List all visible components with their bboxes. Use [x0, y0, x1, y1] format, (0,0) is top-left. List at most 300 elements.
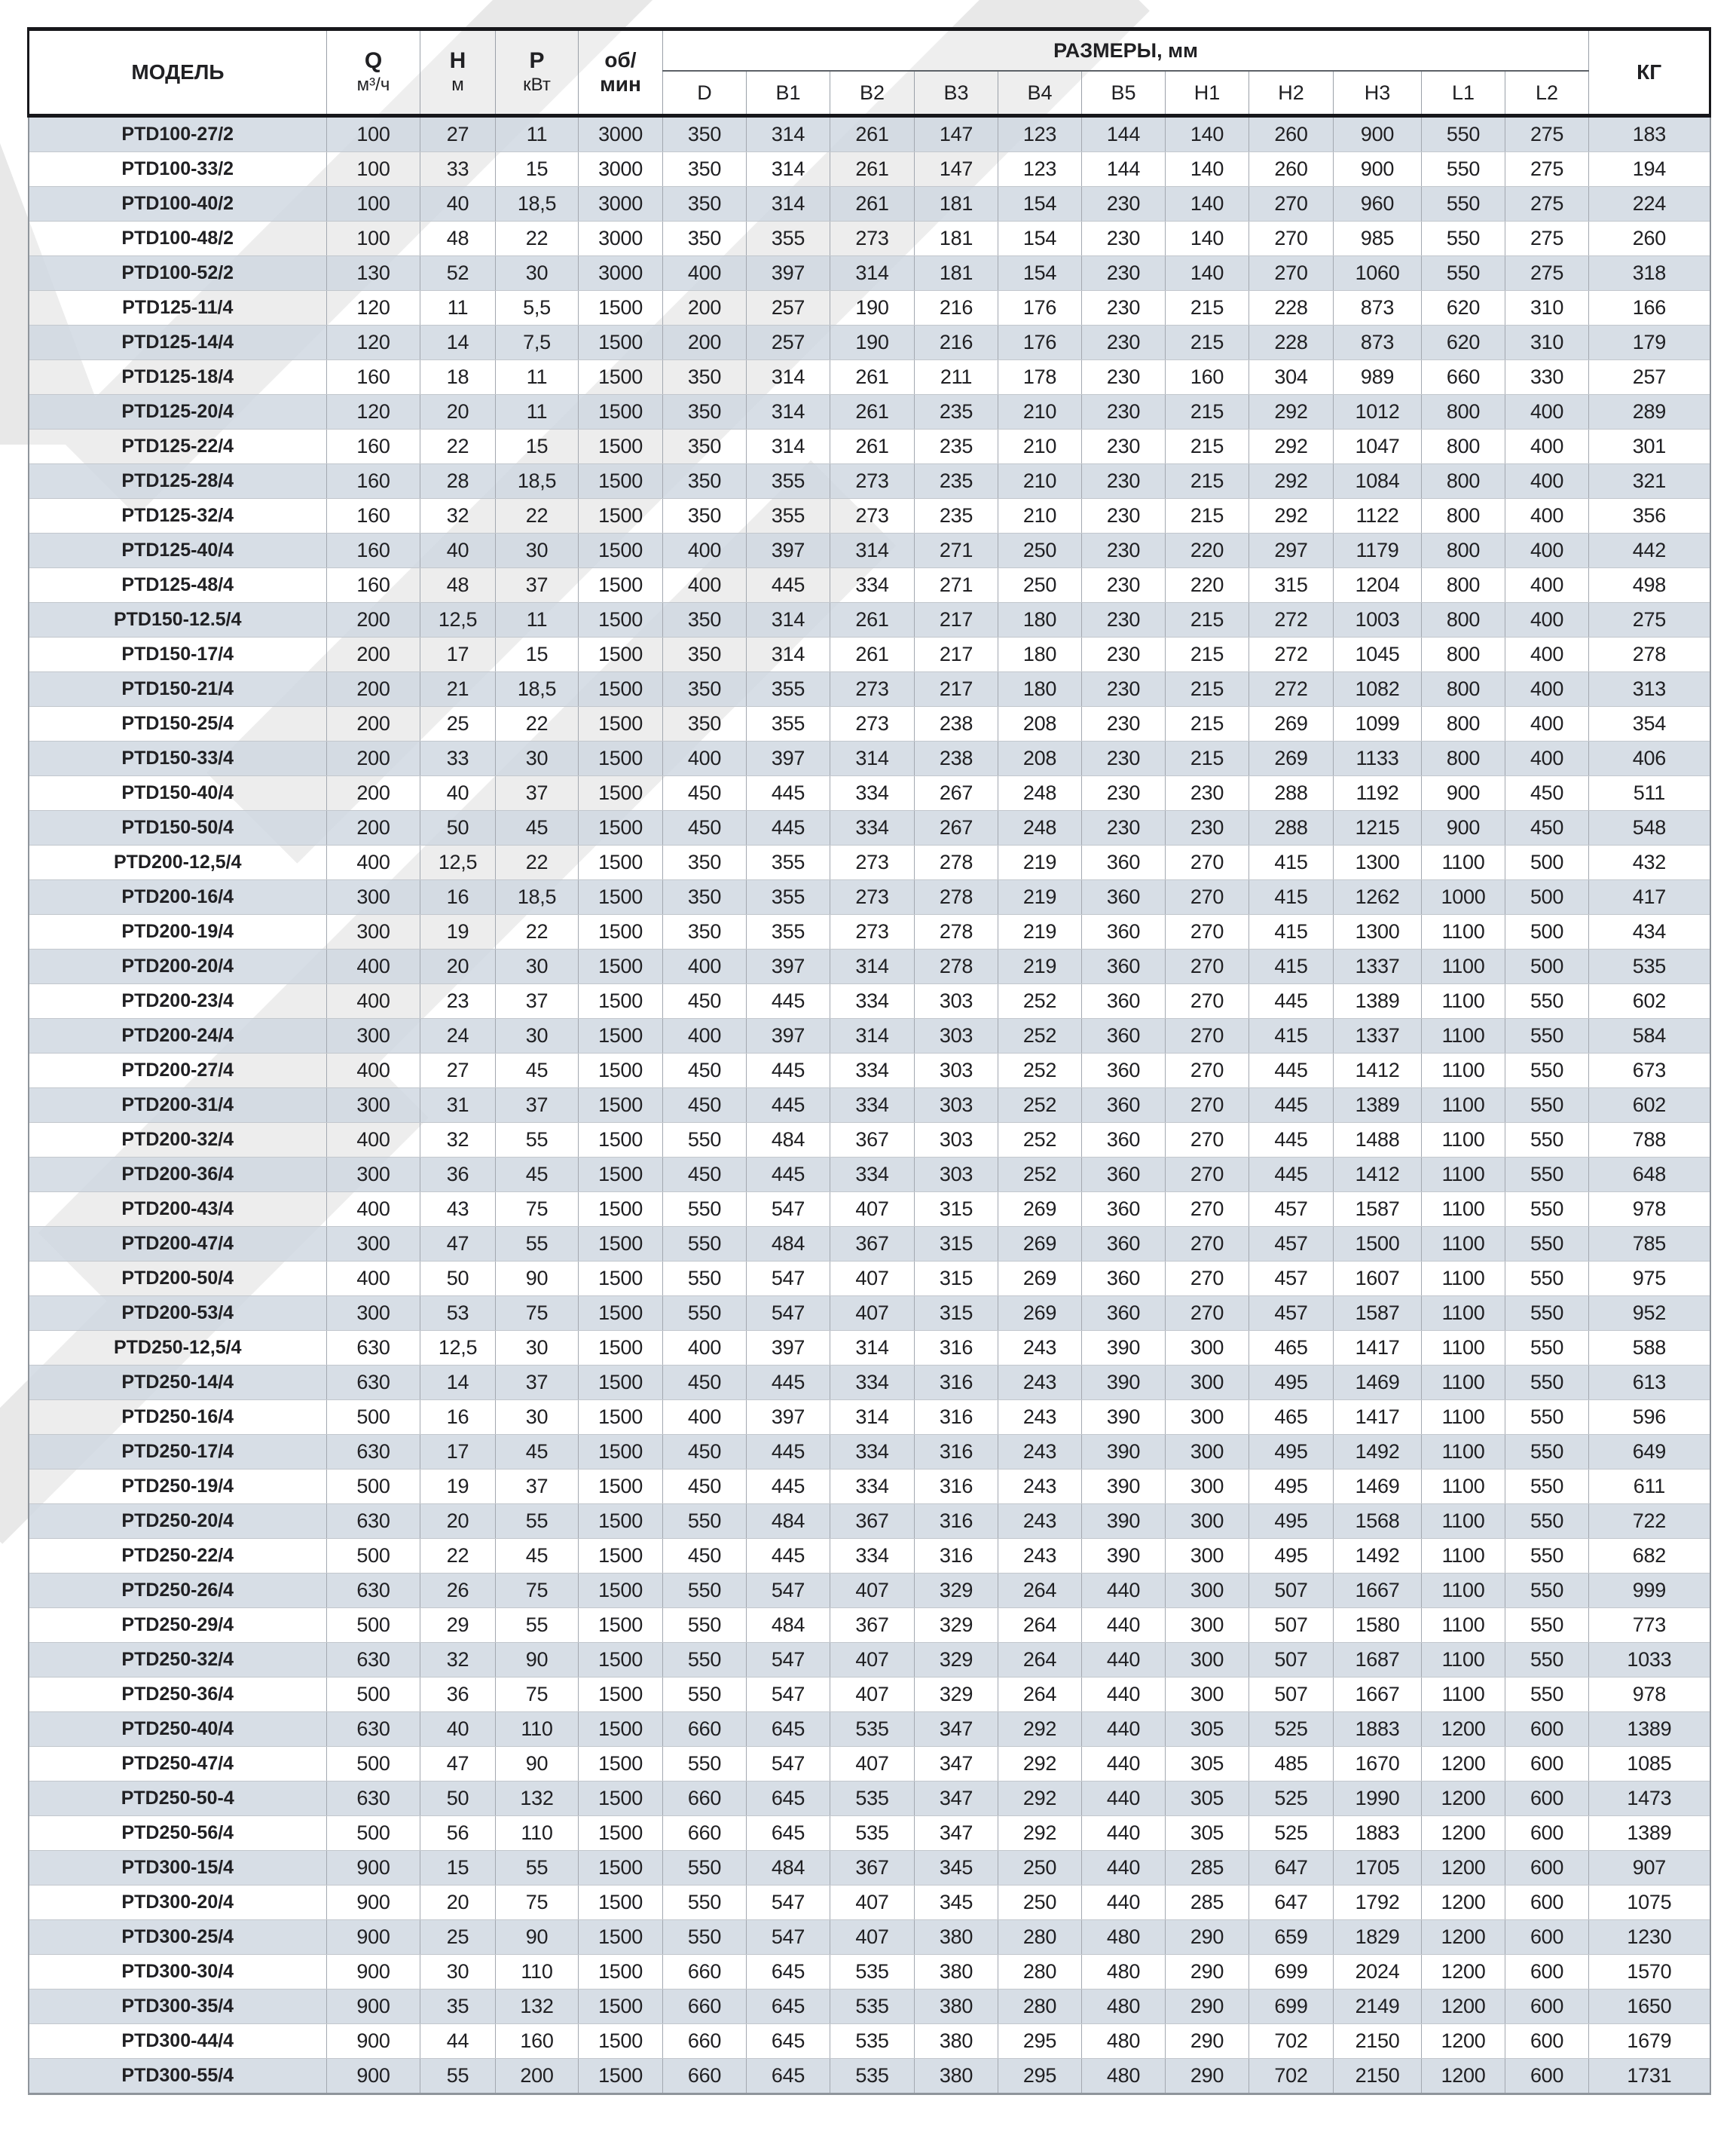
value-cell: 1337 — [1334, 1019, 1422, 1054]
value-cell: 355 — [747, 915, 830, 950]
value-cell: 295 — [998, 2059, 1082, 2094]
value-cell: 21 — [420, 672, 496, 707]
value-cell: 1500 — [579, 1539, 663, 1574]
value-cell: 1500 — [579, 1400, 663, 1435]
value-cell: 315 — [915, 1296, 998, 1331]
table-row — [29, 360, 1710, 395]
value-cell: 673 — [1589, 1054, 1710, 1088]
value-cell: 397 — [747, 950, 830, 984]
value-cell: 1200 — [1422, 1816, 1505, 1851]
value-cell: 978 — [1589, 1192, 1710, 1227]
value-cell: 272 — [1249, 603, 1334, 638]
value-cell: 525 — [1249, 1816, 1334, 1851]
value-cell: 1084 — [1334, 464, 1422, 499]
p-unit: кВт — [523, 75, 551, 96]
value-cell: 300 — [1166, 1331, 1249, 1366]
value-cell: 445 — [747, 776, 830, 811]
value-cell: 390 — [1082, 1400, 1166, 1435]
value-cell: 230 — [1082, 222, 1166, 256]
value-cell: 32 — [420, 499, 496, 534]
table-row — [29, 1158, 1710, 1192]
value-cell: 25 — [420, 707, 496, 742]
value-cell: 699 — [1249, 1955, 1334, 1989]
value-cell: 208 — [998, 742, 1082, 776]
value-cell: 1500 — [579, 638, 663, 672]
value-cell: 400 — [663, 1331, 747, 1366]
value-cell: 230 — [1082, 603, 1166, 638]
value-cell: 1100 — [1422, 1054, 1505, 1088]
value-cell: 35 — [420, 1989, 496, 2024]
value-cell: 261 — [830, 603, 915, 638]
value-cell: 507 — [1249, 1608, 1334, 1643]
value-cell: 360 — [1082, 984, 1166, 1019]
value-cell: 660 — [663, 1816, 747, 1851]
value-cell: 180 — [998, 603, 1082, 638]
value-cell: 407 — [830, 1920, 915, 1955]
table-header — [29, 29, 1710, 116]
value-cell: 300 — [327, 1296, 420, 1331]
value-cell: 1500 — [579, 1608, 663, 1643]
value-cell: 432 — [1589, 846, 1710, 880]
value-cell: 350 — [663, 222, 747, 256]
value-cell: 160 — [327, 430, 420, 464]
value-cell: 900 — [1334, 152, 1422, 187]
value-cell: 535 — [830, 1712, 915, 1747]
value-cell: 457 — [1249, 1192, 1334, 1227]
value-cell: 56 — [420, 1816, 496, 1851]
value-cell: 305 — [1166, 1712, 1249, 1747]
value-cell: 445 — [747, 811, 830, 846]
value-cell: 659 — [1249, 1920, 1334, 1955]
model-cell: PTD150-12.5/4 — [29, 603, 327, 638]
value-cell: 347 — [915, 1816, 998, 1851]
value-cell: 273 — [830, 915, 915, 950]
value-cell: 270 — [1166, 880, 1249, 915]
value-cell: 1200 — [1422, 1782, 1505, 1816]
value-cell: 110 — [496, 1712, 579, 1747]
value-cell: 550 — [1505, 1539, 1589, 1574]
value-cell: 1500 — [579, 1262, 663, 1296]
value-cell: 800 — [1422, 742, 1505, 776]
value-cell: 1580 — [1334, 1608, 1422, 1643]
value-cell: 355 — [747, 222, 830, 256]
table-row — [29, 742, 1710, 776]
value-cell: 90 — [496, 1643, 579, 1678]
value-cell: 252 — [998, 1158, 1082, 1192]
value-cell: 190 — [830, 326, 915, 360]
value-cell: 525 — [1249, 1782, 1334, 1816]
value-cell: 550 — [1422, 116, 1505, 152]
value-cell: 305 — [1166, 1747, 1249, 1782]
q-unit: м³/ч — [356, 75, 390, 96]
value-cell: 292 — [998, 1712, 1082, 1747]
model-cell: PTD250-36/4 — [29, 1678, 327, 1712]
value-cell: 334 — [830, 1539, 915, 1574]
value-cell: 600 — [1505, 1955, 1589, 1989]
value-cell: 181 — [915, 256, 998, 291]
value-cell: 18 — [420, 360, 496, 395]
value-cell: 269 — [1249, 707, 1334, 742]
value-cell: 630 — [327, 1366, 420, 1400]
value-cell: 230 — [1166, 811, 1249, 846]
value-cell: 230 — [1082, 672, 1166, 707]
value-cell: 620 — [1422, 326, 1505, 360]
value-cell: 397 — [747, 1019, 830, 1054]
value-cell: 1262 — [1334, 880, 1422, 915]
value-cell: 1100 — [1422, 1088, 1505, 1123]
model-cell: PTD200-53/4 — [29, 1296, 327, 1331]
value-cell: 550 — [663, 1504, 747, 1539]
col-header-h3: H3 — [1334, 71, 1422, 116]
value-cell: 535 — [1589, 950, 1710, 984]
value-cell: 445 — [747, 1470, 830, 1504]
value-cell: 11 — [496, 360, 579, 395]
value-cell: 1679 — [1589, 2024, 1710, 2059]
value-cell: 397 — [747, 1400, 830, 1435]
value-cell: 22 — [496, 499, 579, 534]
value-cell: 45 — [496, 811, 579, 846]
value-cell: 702 — [1249, 2024, 1334, 2059]
value-cell: 1500 — [579, 1331, 663, 1366]
value-cell: 900 — [327, 2024, 420, 2059]
table-row — [29, 430, 1710, 464]
value-cell: 975 — [1589, 1262, 1710, 1296]
table-row — [29, 1331, 1710, 1366]
value-cell: 200 — [327, 742, 420, 776]
value-cell: 250 — [998, 568, 1082, 603]
value-cell: 160 — [327, 568, 420, 603]
value-cell: 1060 — [1334, 256, 1422, 291]
value-cell: 257 — [747, 326, 830, 360]
value-cell: 397 — [747, 256, 830, 291]
value-cell: 415 — [1249, 915, 1334, 950]
value-cell: 1500 — [579, 1886, 663, 1920]
value-cell: 400 — [663, 1019, 747, 1054]
value-cell: 230 — [1082, 430, 1166, 464]
value-cell: 600 — [1505, 1747, 1589, 1782]
rpm-label-line2: мин — [600, 72, 641, 96]
value-cell: 90 — [496, 1262, 579, 1296]
value-cell: 1792 — [1334, 1886, 1422, 1920]
value-cell: 243 — [998, 1539, 1082, 1574]
value-cell: 400 — [663, 256, 747, 291]
value-cell: 292 — [998, 1782, 1082, 1816]
value-cell: 1500 — [579, 1123, 663, 1158]
value-cell: 630 — [327, 1504, 420, 1539]
value-cell: 550 — [663, 1296, 747, 1331]
value-cell: 217 — [915, 672, 998, 707]
table-row — [29, 880, 1710, 915]
value-cell: 550 — [1505, 1366, 1589, 1400]
table-row — [29, 1054, 1710, 1088]
value-cell: 22 — [420, 1539, 496, 1574]
value-cell: 288 — [1249, 811, 1334, 846]
value-cell: 100 — [327, 222, 420, 256]
value-cell: 36 — [420, 1678, 496, 1712]
value-cell: 300 — [1166, 1539, 1249, 1574]
value-cell: 1587 — [1334, 1296, 1422, 1331]
col-header-b4: B4 — [998, 71, 1082, 116]
value-cell: 800 — [1422, 603, 1505, 638]
value-cell: 1500 — [579, 1227, 663, 1262]
value-cell: 270 — [1249, 222, 1334, 256]
value-cell: 350 — [663, 672, 747, 707]
value-cell: 300 — [1166, 1400, 1249, 1435]
value-cell: 360 — [1082, 1158, 1166, 1192]
value-cell: 952 — [1589, 1296, 1710, 1331]
value-cell: 450 — [663, 1435, 747, 1470]
value-cell: 210 — [998, 430, 1082, 464]
value-cell: 1500 — [579, 1435, 663, 1470]
value-cell: 450 — [663, 1054, 747, 1088]
value-cell: 547 — [747, 1192, 830, 1227]
model-cell: PTD250-29/4 — [29, 1608, 327, 1643]
table-row — [29, 1296, 1710, 1331]
value-cell: 800 — [1422, 464, 1505, 499]
value-cell: 400 — [327, 984, 420, 1019]
value-cell: 301 — [1589, 430, 1710, 464]
value-cell: 440 — [1082, 1851, 1166, 1886]
value-cell: 400 — [663, 742, 747, 776]
value-cell: 228 — [1249, 291, 1334, 326]
model-cell: PTD125-22/4 — [29, 430, 327, 464]
value-cell: 28 — [420, 464, 496, 499]
value-cell: 11 — [496, 116, 579, 152]
value-cell: 535 — [830, 1816, 915, 1851]
value-cell: 235 — [915, 464, 998, 499]
value-cell: 465 — [1249, 1400, 1334, 1435]
col-header-model: МОДЕЛЬ — [29, 29, 327, 116]
value-cell: 210 — [998, 464, 1082, 499]
value-cell: 550 — [663, 1227, 747, 1262]
value-cell: 40 — [420, 1712, 496, 1747]
value-cell: 900 — [1334, 116, 1422, 152]
table-row — [29, 1470, 1710, 1504]
value-cell: 1492 — [1334, 1435, 1422, 1470]
value-cell: 390 — [1082, 1470, 1166, 1504]
value-cell: 27 — [420, 116, 496, 152]
value-cell: 480 — [1082, 1955, 1166, 1989]
value-cell: 160 — [496, 2024, 579, 2059]
value-cell: 1705 — [1334, 1851, 1422, 1886]
table-row — [29, 152, 1710, 187]
value-cell: 400 — [327, 1123, 420, 1158]
value-cell: 380 — [915, 2024, 998, 2059]
value-cell: 1100 — [1422, 1643, 1505, 1678]
value-cell: 303 — [915, 1088, 998, 1123]
value-cell: 1100 — [1422, 915, 1505, 950]
value-cell: 547 — [747, 1886, 830, 1920]
value-cell: 280 — [998, 1955, 1082, 1989]
value-cell: 1500 — [579, 811, 663, 846]
value-cell: 550 — [663, 1886, 747, 1920]
value-cell: 450 — [1505, 776, 1589, 811]
table-row — [29, 187, 1710, 222]
value-cell: 1670 — [1334, 1747, 1422, 1782]
value-cell: 1500 — [579, 1712, 663, 1747]
model-cell: PTD125-14/4 — [29, 326, 327, 360]
value-cell: 269 — [998, 1262, 1082, 1296]
value-cell: 1100 — [1422, 1366, 1505, 1400]
model-cell: PTD300-44/4 — [29, 2024, 327, 2059]
value-cell: 645 — [747, 1782, 830, 1816]
value-cell: 1500 — [579, 1504, 663, 1539]
value-cell: 400 — [1505, 672, 1589, 707]
value-cell: 360 — [1082, 1123, 1166, 1158]
value-cell: 264 — [998, 1643, 1082, 1678]
value-cell: 800 — [1422, 395, 1505, 430]
value-cell: 649 — [1589, 1435, 1710, 1470]
value-cell: 26 — [420, 1574, 496, 1608]
value-cell: 290 — [1166, 1989, 1249, 2024]
value-cell: 450 — [663, 1158, 747, 1192]
model-cell: PTD200-27/4 — [29, 1054, 327, 1088]
model-cell: PTD150-50/4 — [29, 811, 327, 846]
table-row — [29, 395, 1710, 430]
value-cell: 550 — [1505, 1504, 1589, 1539]
value-cell: 264 — [998, 1574, 1082, 1608]
value-cell: 257 — [1589, 360, 1710, 395]
value-cell: 215 — [1166, 638, 1249, 672]
value-cell: 270 — [1166, 1088, 1249, 1123]
model-cell: PTD250-32/4 — [29, 1643, 327, 1678]
value-cell: 380 — [915, 1989, 998, 2024]
value-cell: 1500 — [579, 1678, 663, 1712]
table-row — [29, 2024, 1710, 2059]
table-row — [29, 915, 1710, 950]
value-cell: 611 — [1589, 1470, 1710, 1504]
value-cell: 400 — [327, 1262, 420, 1296]
value-cell: 230 — [1082, 326, 1166, 360]
value-cell: 550 — [1505, 1192, 1589, 1227]
value-cell: 400 — [1505, 742, 1589, 776]
value-cell: 550 — [1422, 187, 1505, 222]
value-cell: 230 — [1082, 534, 1166, 568]
value-cell: 1500 — [579, 1643, 663, 1678]
value-cell: 19 — [420, 915, 496, 950]
value-cell: 550 — [1505, 1227, 1589, 1262]
value-cell: 1500 — [579, 1816, 663, 1851]
value-cell: 1500 — [579, 2059, 663, 2094]
value-cell: 440 — [1082, 1712, 1166, 1747]
value-cell: 978 — [1589, 1678, 1710, 1712]
value-cell: 360 — [1082, 1262, 1166, 1296]
value-cell: 480 — [1082, 1920, 1166, 1955]
value-cell: 415 — [1249, 950, 1334, 984]
value-cell: 160 — [1166, 360, 1249, 395]
value-cell: 1200 — [1422, 2024, 1505, 2059]
value-cell: 50 — [420, 811, 496, 846]
value-cell: 220 — [1166, 568, 1249, 603]
value-cell: 100 — [327, 116, 420, 152]
value-cell: 32 — [420, 1643, 496, 1678]
value-cell: 278 — [1589, 638, 1710, 672]
value-cell: 407 — [830, 1643, 915, 1678]
col-header-h2: H2 — [1249, 71, 1334, 116]
value-cell: 215 — [1166, 395, 1249, 430]
value-cell: 217 — [915, 603, 998, 638]
value-cell: 434 — [1589, 915, 1710, 950]
value-cell: 16 — [420, 1400, 496, 1435]
value-cell: 400 — [1505, 430, 1589, 464]
value-cell: 630 — [327, 1331, 420, 1366]
value-cell: 55 — [496, 1123, 579, 1158]
value-cell: 600 — [1505, 1920, 1589, 1955]
model-cell: PTD100-33/2 — [29, 152, 327, 187]
value-cell: 314 — [830, 1400, 915, 1435]
value-cell: 290 — [1166, 1955, 1249, 1989]
value-cell: 230 — [1082, 395, 1166, 430]
value-cell: 329 — [915, 1643, 998, 1678]
value-cell: 1200 — [1422, 1955, 1505, 1989]
table-row — [29, 1262, 1710, 1296]
value-cell: 243 — [998, 1366, 1082, 1400]
value-cell: 407 — [830, 1574, 915, 1608]
value-cell: 407 — [830, 1886, 915, 1920]
value-cell: 1417 — [1334, 1331, 1422, 1366]
model-cell: PTD250-56/4 — [29, 1816, 327, 1851]
value-cell: 130 — [327, 256, 420, 291]
value-cell: 602 — [1589, 1088, 1710, 1123]
value-cell: 1500 — [579, 672, 663, 707]
value-cell: 645 — [747, 1989, 830, 2024]
value-cell: 900 — [1422, 776, 1505, 811]
value-cell: 645 — [747, 2024, 830, 2059]
value-cell: 535 — [830, 2024, 915, 2059]
value-cell: 1500 — [579, 291, 663, 326]
value-cell: 1200 — [1422, 1747, 1505, 1782]
value-cell: 270 — [1249, 256, 1334, 291]
value-cell: 208 — [998, 707, 1082, 742]
value-cell: 316 — [915, 1366, 998, 1400]
value-cell: 1500 — [579, 776, 663, 811]
value-cell: 440 — [1082, 1643, 1166, 1678]
value-cell: 27 — [420, 1054, 496, 1088]
value-cell: 1200 — [1422, 1712, 1505, 1747]
value-cell: 147 — [915, 152, 998, 187]
value-cell: 367 — [830, 1608, 915, 1643]
value-cell: 800 — [1422, 568, 1505, 603]
value-cell: 272 — [1249, 638, 1334, 672]
value-cell: 160 — [327, 534, 420, 568]
value-cell: 292 — [1249, 430, 1334, 464]
value-cell: 210 — [998, 395, 1082, 430]
value-cell: 1570 — [1589, 1955, 1710, 1989]
value-cell: 45 — [496, 1435, 579, 1470]
value-cell: 500 — [327, 1608, 420, 1643]
col-header-b1: B1 — [747, 71, 830, 116]
value-cell: 900 — [327, 1886, 420, 1920]
value-cell: 1667 — [1334, 1574, 1422, 1608]
value-cell: 3000 — [579, 256, 663, 291]
value-cell: 269 — [1249, 742, 1334, 776]
value-cell: 1500 — [579, 1192, 663, 1227]
value-cell: 535 — [830, 2059, 915, 2094]
value-cell: 280 — [998, 1920, 1082, 1955]
value-cell: 52 — [420, 256, 496, 291]
value-cell: 406 — [1589, 742, 1710, 776]
model-cell: PTD100-40/2 — [29, 187, 327, 222]
value-cell: 238 — [915, 742, 998, 776]
value-cell: 55 — [496, 1851, 579, 1886]
col-header-kg: КГ — [1589, 29, 1710, 116]
value-cell: 400 — [663, 534, 747, 568]
value-cell: 1883 — [1334, 1816, 1422, 1851]
model-cell: PTD200-16/4 — [29, 880, 327, 915]
value-cell: 37 — [496, 776, 579, 811]
value-cell: 220 — [1166, 534, 1249, 568]
value-cell: 535 — [830, 1989, 915, 2024]
